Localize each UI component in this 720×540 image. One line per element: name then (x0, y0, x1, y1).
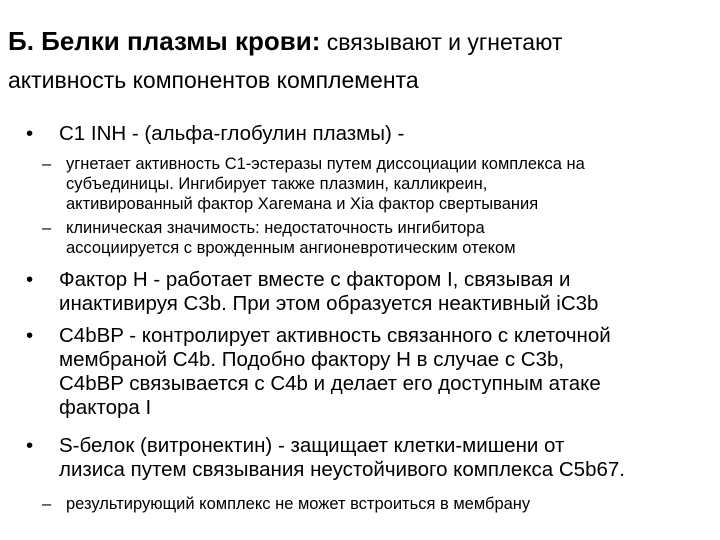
bullet-dot-icon: • (26, 434, 34, 457)
text-line: результирующий комплекс не может встроиться в мембрану (66, 495, 531, 513)
bullet-dot-icon: • (26, 268, 34, 291)
text-line: S-белок (витронектин) - защищает клетки-мишени от (59, 434, 565, 457)
text-line: фактора I (59, 396, 152, 419)
slide-title (8, 22, 708, 98)
subbullet-text (66, 494, 706, 514)
text-line: мембраной C4b. Подобно фактору Н в случае с С3b, (59, 348, 565, 371)
text-line: клиническая значимость: недостаточность ингибитора (66, 219, 485, 237)
dash-icon: – (42, 219, 52, 237)
text-line: Фактор Н - работает вместе с фактором I, связывая и (59, 268, 571, 291)
text-line: активированный фактор Хагемана и Xia фактор свертывания (66, 195, 539, 213)
bullet-text (59, 324, 719, 420)
text-line: угнетает активность С1-эстеразы путем диссоциации комплекса на (66, 155, 585, 173)
title-rest: связывают и угнетают (320, 29, 563, 55)
text-line: лизиса путем связывания неустойчивого комплекса С5b67. (59, 458, 625, 481)
text-line: инактивируя С3b. При этом образуется неактивный iC3b (59, 292, 599, 315)
dash-icon: – (42, 155, 52, 173)
title-bold: Б. Белки плазмы крови: (8, 26, 321, 56)
bullet-dot-icon: • (26, 324, 34, 347)
dash-icon: – (42, 495, 52, 513)
text-line: C4bBP связывается с С4b и делает его доступным атаке (59, 372, 601, 395)
text-line: субъединицы. Ингибирует также плазмин, калликреин, (66, 175, 488, 193)
subbullet-text (66, 218, 706, 258)
text-line: C4bBP - контролирует активность связанного с клеточной (59, 324, 611, 347)
text-line: ассоциируется с врожденным ангионевротическим отеком (66, 239, 516, 257)
title-line2: активность компонентов комплемента (8, 67, 419, 93)
text-line: С1 INH - (альфа-глобулин плазмы) - (59, 122, 405, 145)
bullet-text (59, 268, 719, 316)
subbullet-text (66, 154, 706, 214)
bullet-text (59, 122, 719, 146)
bullet-dot-icon: • (26, 122, 34, 145)
bullet-text (59, 434, 719, 482)
